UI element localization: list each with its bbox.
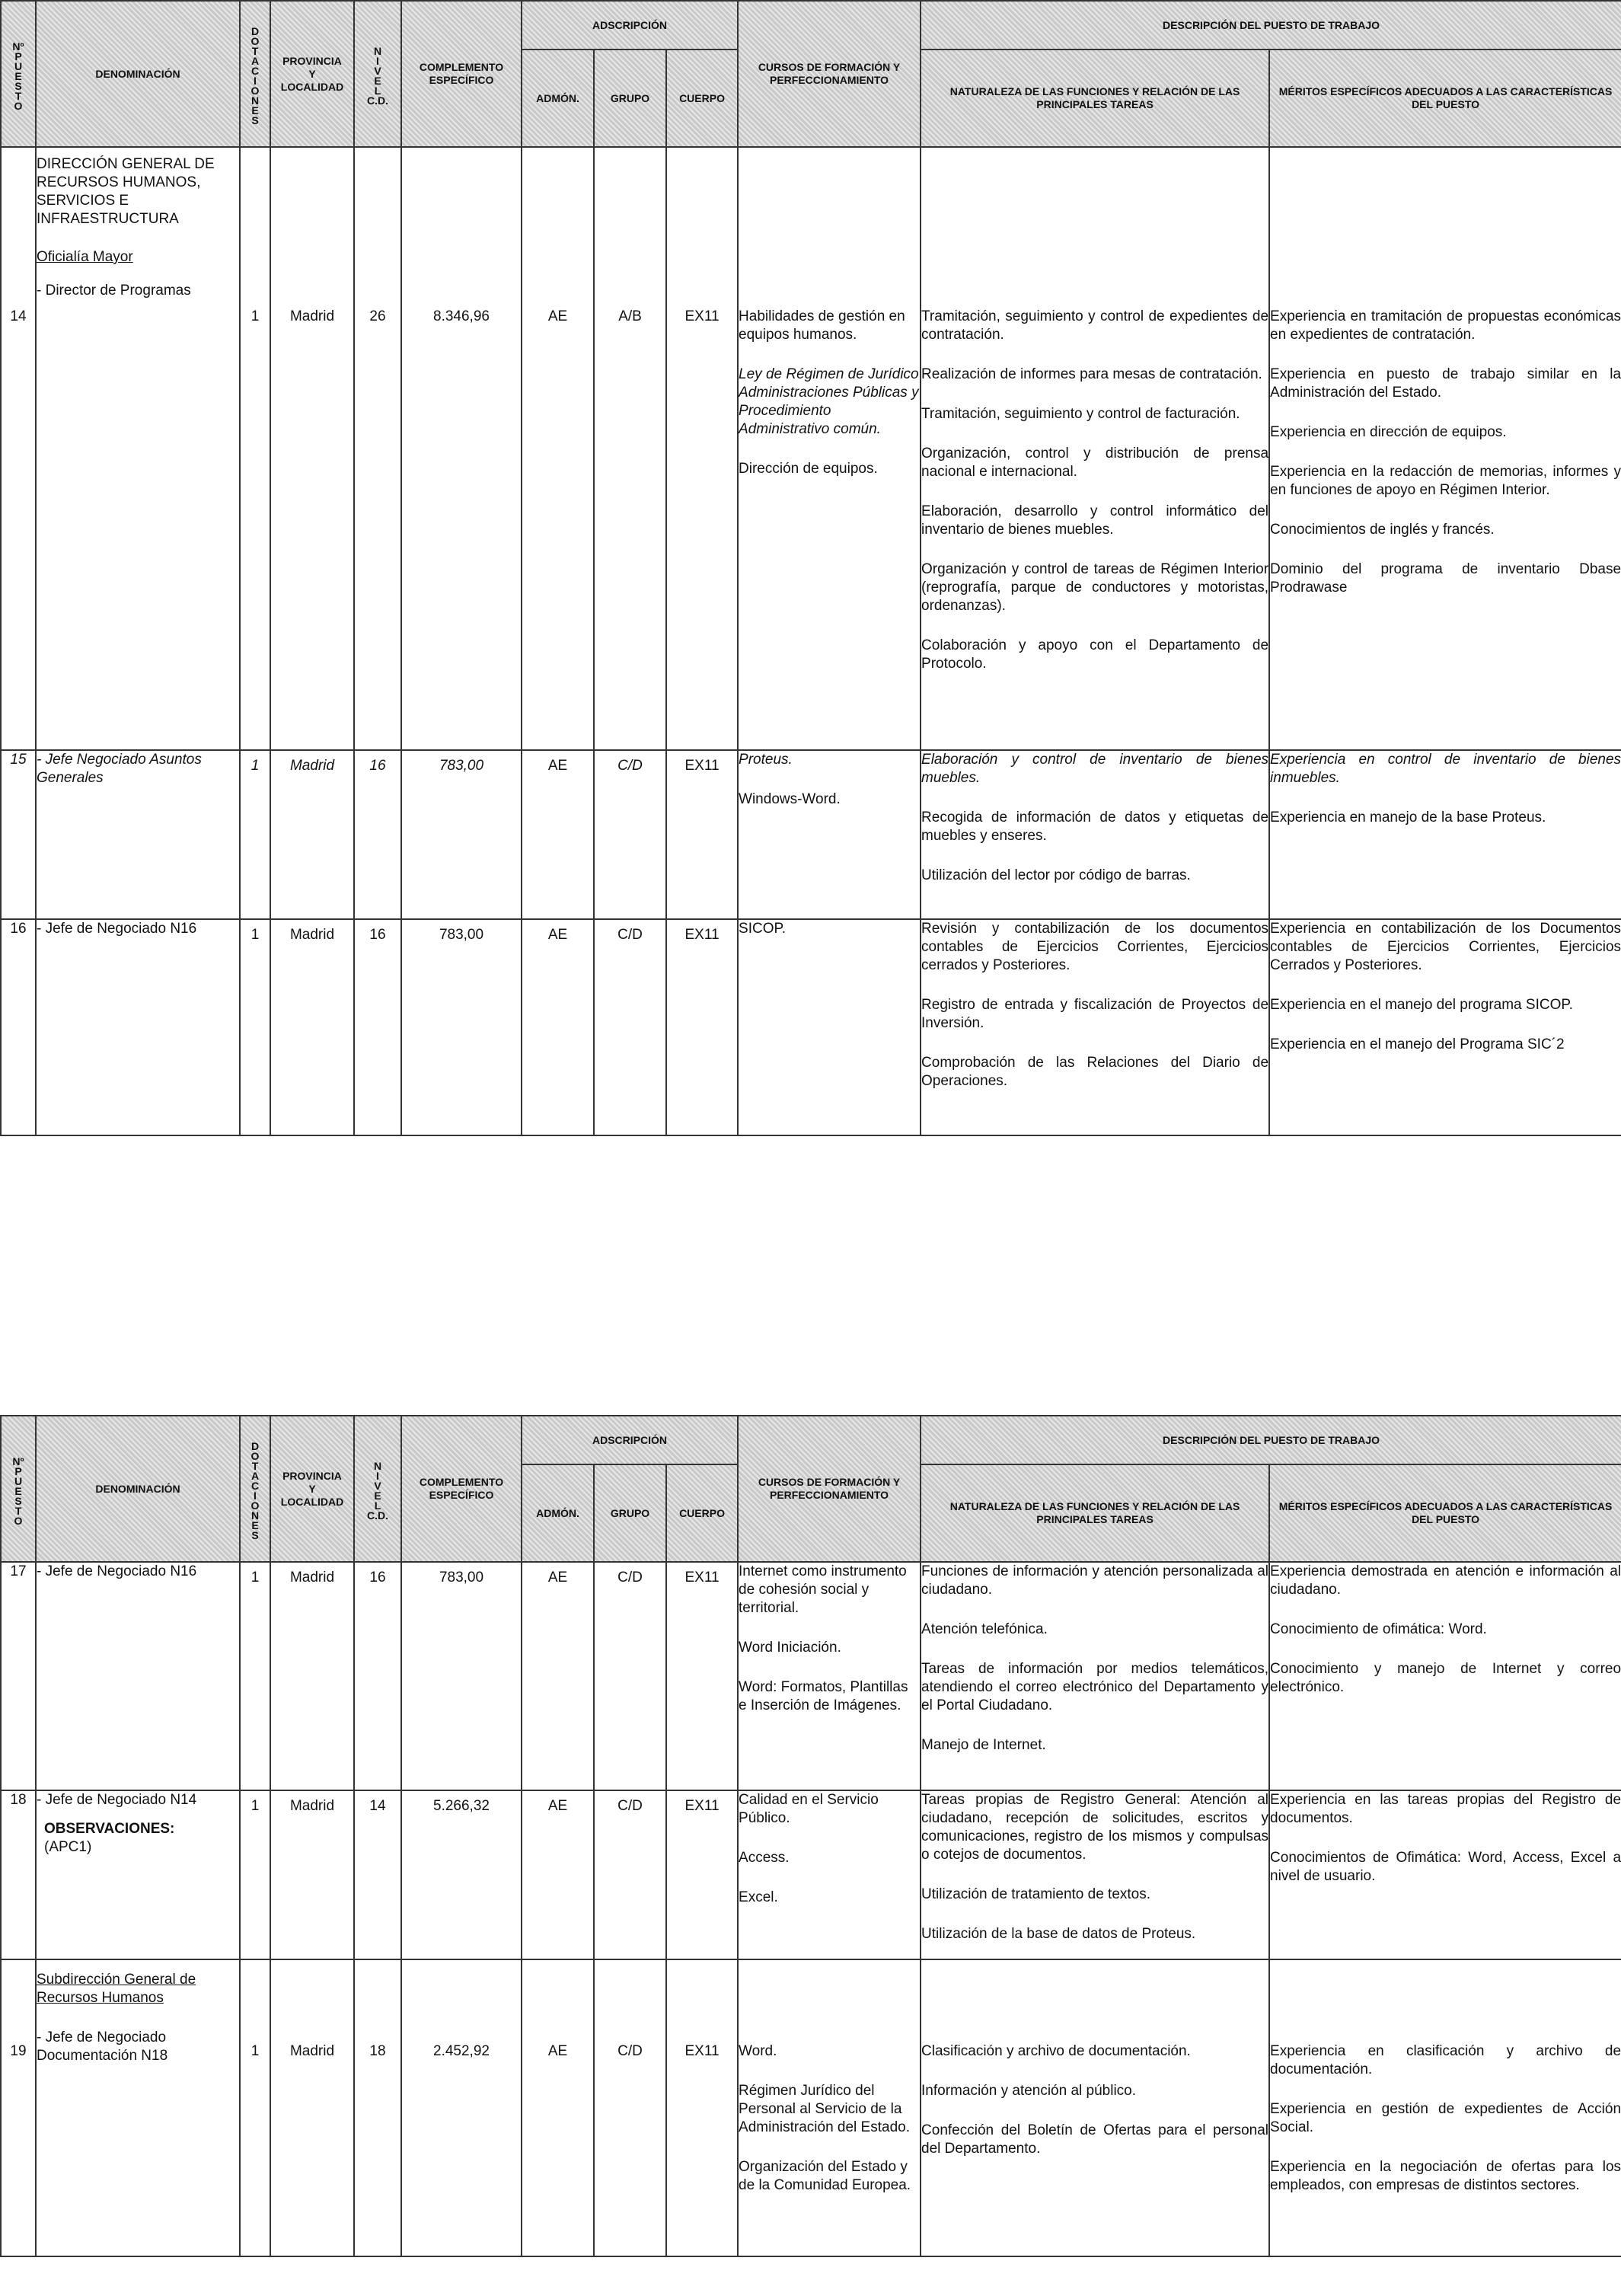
table-1 bbox=[0, 0, 1621, 1136]
tarea-item: Utilización de tratamiento de textos. bbox=[921, 1886, 1151, 1902]
curso-item: Calidad en el Servicio Público. bbox=[739, 1792, 879, 1826]
row-complemento: 2.452,92 bbox=[401, 1959, 522, 2256]
table-row bbox=[1, 919, 1621, 1135]
header-denominacion: DENOMINACIÓN bbox=[36, 1416, 240, 1562]
header-descripcion: DESCRIPCIÓN DEL PUESTO DE TRABAJO bbox=[921, 1416, 1621, 1464]
merito-item: Experiencia en control de inventario de bienes inmuebles. bbox=[1270, 752, 1621, 786]
table-2 bbox=[0, 1415, 1621, 2257]
row-nivel: 16 bbox=[354, 1562, 401, 1790]
vertical-header: N I V E L C.D. bbox=[367, 45, 388, 107]
row-dotaciones: 1 bbox=[240, 750, 270, 919]
row-cursos bbox=[738, 1959, 921, 2256]
row-admon: AE bbox=[522, 1959, 594, 2256]
row-cursos bbox=[738, 147, 921, 750]
row-grupo: A/B bbox=[594, 147, 666, 750]
header-dotaciones bbox=[240, 1, 270, 147]
row-localidad: Madrid bbox=[270, 1790, 354, 1959]
curso-item: Régimen Jurídico del Personal al Servicio de la Administración del Estado. bbox=[739, 2083, 910, 2135]
row-meritos bbox=[1269, 1562, 1621, 1790]
row-naturaleza bbox=[921, 147, 1269, 750]
header-naturaleza: NATURALEZA DE LAS FUNCIONES Y RELACIÓN DE LAS PRINCIPALES TAREAS bbox=[921, 49, 1269, 147]
row-num: 19 bbox=[1, 1959, 36, 2256]
row-admon: AE bbox=[522, 147, 594, 750]
tarea-item: Atención telefónica. bbox=[921, 1621, 1048, 1637]
curso-item: Habilidades de gestión en equipos humanos. bbox=[739, 308, 905, 343]
header-num bbox=[1, 1416, 36, 1562]
row-nivel: 16 bbox=[354, 750, 401, 919]
curso-item: Excel. bbox=[739, 1889, 778, 1905]
tarea-item: Utilización del lector por código de barras. bbox=[921, 867, 1191, 883]
row-admon: AE bbox=[522, 919, 594, 1135]
row-localidad: Madrid bbox=[270, 919, 354, 1135]
header-cursos: CURSOS DE FORMACIÓN Y PERFECCIONAMIENTO bbox=[738, 1416, 921, 1562]
row-admon: AE bbox=[522, 1790, 594, 1959]
header-row bbox=[1, 1, 1621, 49]
row-meritos bbox=[1269, 147, 1621, 750]
row-grupo: C/D bbox=[594, 750, 666, 919]
header-provincia: PROVINCIA Y LOCALIDAD bbox=[270, 1, 354, 147]
tarea-item: Clasificación y archivo de documentación. bbox=[921, 2043, 1191, 2059]
tarea-item: Elaboración, desarrollo y control informático del inventario de bienes muebles. bbox=[921, 503, 1269, 538]
row-denominacion bbox=[36, 147, 240, 750]
row-cuerpo: EX11 bbox=[666, 750, 738, 919]
tarea-item: Realización de informes para mesas de contratación. bbox=[921, 366, 1262, 382]
row-denominacion bbox=[36, 1959, 240, 2256]
row-complemento: 783,00 bbox=[401, 1562, 522, 1790]
merito-item: Experiencia en gestión de expedientes de Acción Social. bbox=[1270, 2101, 1621, 2135]
merito-item: Experiencia en tramitación de propuestas económicas en expedientes de contratación. bbox=[1270, 308, 1621, 343]
header-adscripcion: ADSCRIPCIÓN bbox=[522, 1416, 738, 1464]
row-grupo: C/D bbox=[594, 1562, 666, 1790]
tarea-item: Organización, control y distribución de prensa nacional e internacional. bbox=[921, 445, 1269, 480]
row-cursos bbox=[738, 750, 921, 919]
table-row bbox=[1, 1959, 1621, 2256]
header-num bbox=[1, 1, 36, 147]
header-meritos: MÉRITOS ESPECÍFICOS ADECUADOS A LAS CARACTERÍSTICAS DEL PUESTO bbox=[1269, 49, 1621, 147]
row-cuerpo: EX11 bbox=[666, 1562, 738, 1790]
row-dotaciones: 1 bbox=[240, 919, 270, 1135]
row-cuerpo: EX11 bbox=[666, 147, 738, 750]
header-cursos: CURSOS DE FORMACIÓN Y PERFECCIONAMIENTO bbox=[738, 1, 921, 147]
merito-item: Experiencia en clasificación y archivo de documentación. bbox=[1270, 2043, 1621, 2077]
row-num: 15 bbox=[1, 750, 36, 919]
curso-item: Ley de Régimen de Jurídico Administraciones Públicas y Procedimiento Administrativo común. bbox=[739, 366, 919, 437]
tarea-item: Tareas de información por medios telemáticos, atendiendo el correo electrónico del Departamento y el Portal Ciudadano. bbox=[921, 1661, 1269, 1713]
row-cuerpo: EX11 bbox=[666, 1790, 738, 1959]
row-naturaleza bbox=[921, 750, 1269, 919]
section-title: DIRECCIÓN GENERAL DE RECURSOS HUMANOS, SERVICIOS E INFRAESTRUCTURA bbox=[37, 156, 215, 227]
merito-item: Conocimientos de Ofimática: Word, Access, Excel a nivel de usuario. bbox=[1270, 1850, 1621, 1884]
header-nivel bbox=[354, 1, 401, 147]
header-admon: ADMÓN. bbox=[522, 1464, 594, 1562]
row-cuerpo: EX11 bbox=[666, 919, 738, 1135]
merito-item: Experiencia en manejo de la base Proteus. bbox=[1270, 810, 1546, 825]
row-dotaciones: 1 bbox=[240, 1959, 270, 2256]
job-title: - Director de Programas bbox=[37, 283, 191, 299]
tarea-item: Tramitación, seguimiento y control de expedientes de contratación. bbox=[921, 308, 1269, 343]
curso-item: Organización del Estado y de la Comunidad Europea. bbox=[739, 2159, 911, 2193]
table-row bbox=[1, 750, 1621, 919]
header-denominacion: DENOMINACIÓN bbox=[36, 1, 240, 147]
merito-item: Dominio del programa de inventario Dbase Prodrawase bbox=[1270, 561, 1621, 596]
row-naturaleza bbox=[921, 919, 1269, 1135]
header-nivel bbox=[354, 1416, 401, 1562]
vertical-header: Nº P U E S T O bbox=[12, 40, 24, 112]
row-grupo: C/D bbox=[594, 1790, 666, 1959]
header-dotaciones bbox=[240, 1416, 270, 1562]
vertical-header: N I V E L C.D. bbox=[367, 1460, 388, 1522]
row-naturaleza bbox=[921, 1959, 1269, 2256]
row-localidad: Madrid bbox=[270, 750, 354, 919]
row-meritos bbox=[1269, 1790, 1621, 1959]
row-cursos bbox=[738, 1790, 921, 1959]
row-dotaciones: 1 bbox=[240, 1790, 270, 1959]
tarea-item: Tareas propias de Registro General: Atención al ciudadano, recepción de solicitudes, escritos y comunicaciones, registro de los mismos y compulsas o cotejos de documentos. bbox=[921, 1792, 1269, 1863]
merito-item: Experiencia en el manejo del programa SICOP. bbox=[1270, 997, 1573, 1013]
row-meritos bbox=[1269, 750, 1621, 919]
row-complemento: 8.346,96 bbox=[401, 147, 522, 750]
curso-item: Word Iniciación. bbox=[739, 1640, 841, 1656]
row-cursos bbox=[738, 919, 921, 1135]
vertical-header: D O T A C I O N E S bbox=[250, 25, 260, 126]
header-naturaleza: NATURALEZA DE LAS FUNCIONES Y RELACIÓN DE LAS PRINCIPALES TAREAS bbox=[921, 1464, 1269, 1562]
header-meritos: MÉRITOS ESPECÍFICOS ADECUADOS A LAS CARACTERÍSTICAS DEL PUESTO bbox=[1269, 1464, 1621, 1562]
observaciones-value: (APC1) bbox=[44, 1839, 92, 1855]
header-admon: ADMÓN. bbox=[522, 49, 594, 147]
curso-item: Word: Formatos, Plantillas e Inserción de Imágenes. bbox=[739, 1679, 908, 1713]
row-naturaleza bbox=[921, 1562, 1269, 1790]
merito-item: Experiencia en puesto de trabajo similar en la Administración del Estado. bbox=[1270, 366, 1621, 401]
row-localidad: Madrid bbox=[270, 147, 354, 750]
header-descripcion: DESCRIPCIÓN DEL PUESTO DE TRABAJO bbox=[921, 1, 1621, 49]
curso-item: Windows-Word. bbox=[739, 791, 841, 807]
row-meritos bbox=[1269, 919, 1621, 1135]
merito-item: Experiencia en dirección de equipos. bbox=[1270, 424, 1507, 440]
row-localidad: Madrid bbox=[270, 1562, 354, 1790]
vertical-header: D O T A C I O N E S bbox=[250, 1440, 260, 1541]
tarea-item: Utilización de la base de datos de Proteus. bbox=[921, 1926, 1196, 1942]
merito-item: Experiencia demostrada en atención e información al ciudadano. bbox=[1270, 1563, 1621, 1598]
header-grupo: GRUPO bbox=[594, 49, 666, 147]
tarea-item: Revisión y contabilización de los documentos contables de Ejercicios Corrientes, Ejercicios cerrados y Posteriores. bbox=[921, 921, 1269, 973]
tarea-item: Organización y control de tareas de Régimen Interior (reprografía, parque de conductores y motoristas, ordenanzas). bbox=[921, 561, 1269, 614]
vertical-header: Nº P U E S T O bbox=[12, 1455, 24, 1527]
row-denominacion: - Jefe de Negociado N16 bbox=[36, 919, 240, 1135]
header-complemento: COMPLEMENTO ESPECÍFICO bbox=[401, 1416, 522, 1562]
tarea-item: Confección del Boletín de Ofertas para el personal del Departamento. bbox=[921, 2122, 1269, 2157]
tarea-item: Funciones de información y atención personalizada al ciudadano. bbox=[921, 1563, 1269, 1598]
merito-item: Conocimientos de inglés y francés. bbox=[1270, 522, 1495, 538]
table-row bbox=[1, 1790, 1621, 1959]
row-num: 17 bbox=[1, 1562, 36, 1790]
tarea-item: Colaboración y apoyo con el Departamento de Protocolo. bbox=[921, 637, 1269, 672]
row-nivel: 18 bbox=[354, 1959, 401, 2256]
curso-item: Internet como instrumento de cohesión social y territorial. bbox=[739, 1563, 907, 1616]
row-complemento: 783,00 bbox=[401, 919, 522, 1135]
row-nivel: 14 bbox=[354, 1790, 401, 1959]
table-row bbox=[1, 1562, 1621, 1790]
curso-item: Access. bbox=[739, 1850, 790, 1866]
header-provincia: PROVINCIA Y LOCALIDAD bbox=[270, 1416, 354, 1562]
curso-item: SICOP. bbox=[739, 921, 786, 937]
tarea-item: Recogida de información de datos y etiquetas de muebles y enseres. bbox=[921, 810, 1269, 844]
tarea-item: Registro de entrada y fiscalización de Proyectos de Inversión. bbox=[921, 997, 1269, 1031]
header-grupo: GRUPO bbox=[594, 1464, 666, 1562]
curso-item: Dirección de equipos. bbox=[739, 461, 878, 477]
row-dotaciones: 1 bbox=[240, 1562, 270, 1790]
observaciones-label: OBSERVACIONES: bbox=[44, 1821, 175, 1837]
merito-item: Conocimiento y manejo de Internet y correo electrónico. bbox=[1270, 1661, 1621, 1695]
row-grupo: C/D bbox=[594, 919, 666, 1135]
header-adscripcion: ADSCRIPCIÓN bbox=[522, 1, 738, 49]
merito-item: Experiencia en la negociación de ofertas para los empleados, con empresas de distintos sectores. bbox=[1270, 2159, 1621, 2193]
header-cuerpo: CUERPO bbox=[666, 1464, 738, 1562]
job-title: - Jefe de Negociado Documentación N18 bbox=[37, 2029, 168, 2064]
row-admon: AE bbox=[522, 750, 594, 919]
job-title: - Jefe de Negociado N14 bbox=[37, 1792, 197, 1808]
merito-item: Experiencia en la redacción de memorias, informes y en funciones de apoyo en Régimen Interior. bbox=[1270, 464, 1621, 498]
row-complemento: 5.266,32 bbox=[401, 1790, 522, 1959]
table-row bbox=[1, 147, 1621, 750]
merito-item: Experiencia en las tareas propias del Registro de documentos. bbox=[1270, 1792, 1621, 1826]
row-num: 16 bbox=[1, 919, 36, 1135]
tarea-item: Elaboración y control de inventario de bienes muebles. bbox=[921, 752, 1269, 786]
row-meritos bbox=[1269, 1959, 1621, 2256]
header-row bbox=[1, 1416, 1621, 1464]
row-denominacion: - Jefe de Negociado N16 bbox=[36, 1562, 240, 1790]
row-grupo: C/D bbox=[594, 1959, 666, 2256]
row-cuerpo: EX11 bbox=[666, 1959, 738, 2256]
row-denominacion: - Jefe Negociado Asuntos Generales bbox=[36, 750, 240, 919]
row-nivel: 16 bbox=[354, 919, 401, 1135]
row-dotaciones: 1 bbox=[240, 147, 270, 750]
tarea-item: Comprobación de las Relaciones del Diario de Operaciones. bbox=[921, 1055, 1269, 1089]
row-naturaleza bbox=[921, 1790, 1269, 1959]
tarea-item: Manejo de Internet. bbox=[921, 1737, 1046, 1753]
row-admon: AE bbox=[522, 1562, 594, 1790]
row-cursos bbox=[738, 1562, 921, 1790]
row-num: 14 bbox=[1, 147, 36, 750]
subsection-title: Subdirección General de Recursos Humanos bbox=[37, 1972, 196, 2006]
merito-item: Conocimiento de ofimática: Word. bbox=[1270, 1621, 1487, 1637]
row-denominacion bbox=[36, 1790, 240, 1959]
row-complemento: 783,00 bbox=[401, 750, 522, 919]
tarea-item: Tramitación, seguimiento y control de facturación. bbox=[921, 406, 1240, 422]
curso-item: Proteus. bbox=[739, 752, 793, 768]
row-num: 18 bbox=[1, 1790, 36, 1959]
merito-item: Experiencia en contabilización de los Documentos contables de Ejercicios Corrientes, Ejercicios Cerrados y Posteriores. bbox=[1270, 921, 1621, 973]
header-cuerpo: CUERPO bbox=[666, 49, 738, 147]
curso-item: Word. bbox=[739, 2043, 777, 2059]
subsection-title: Oficialía Mayor bbox=[37, 249, 133, 265]
row-nivel: 26 bbox=[354, 147, 401, 750]
merito-item: Experiencia en el manejo del Programa SIC´2 bbox=[1270, 1036, 1565, 1052]
row-localidad: Madrid bbox=[270, 1959, 354, 2256]
header-complemento: COMPLEMENTO ESPECÍFICO bbox=[401, 1, 522, 147]
tarea-item: Información y atención al público. bbox=[921, 2083, 1137, 2099]
